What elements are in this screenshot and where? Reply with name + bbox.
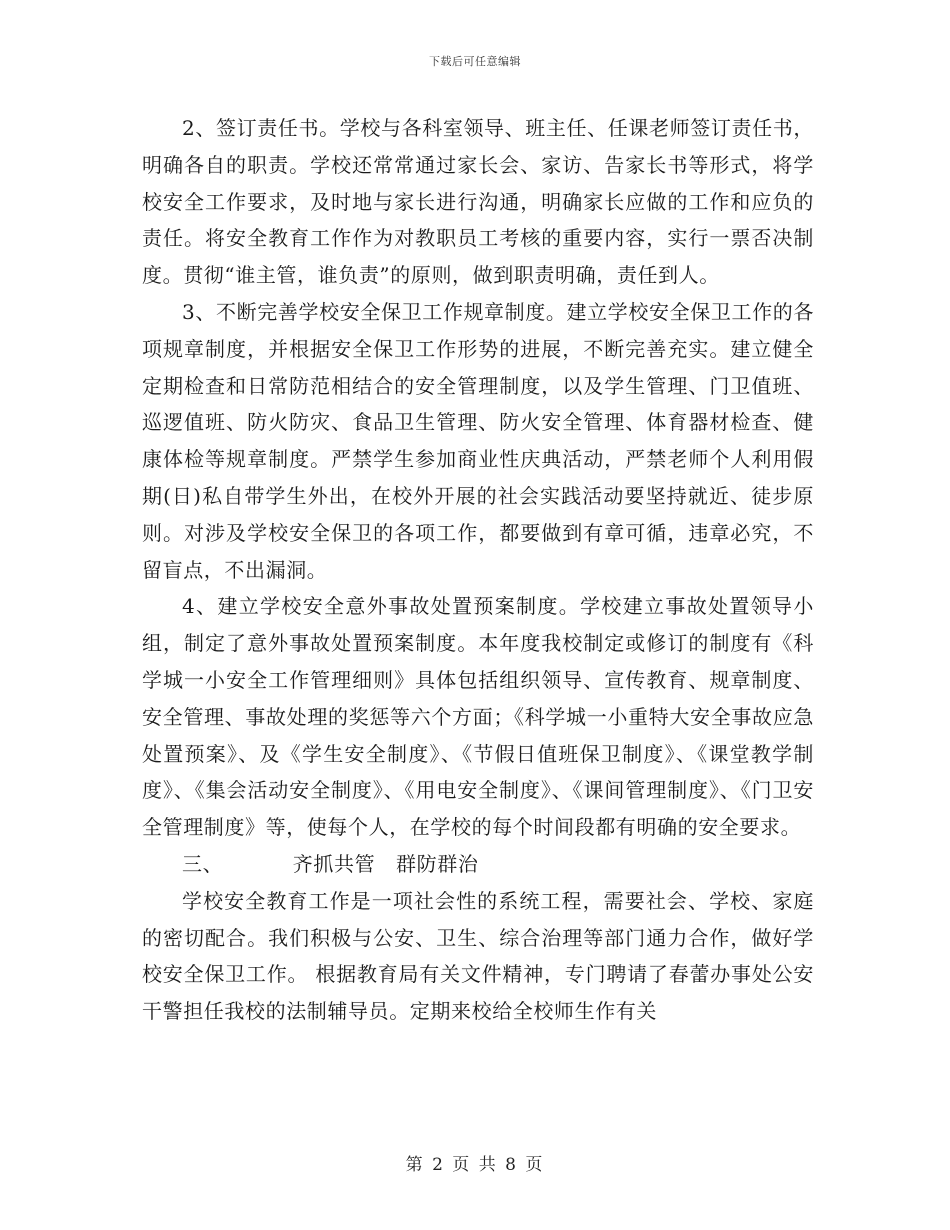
section-heading: 三、 齐抓共管 群防群治: [182, 851, 479, 876]
page-number: 第 2 页 共 8 页: [405, 1155, 545, 1175]
paragraph-security-regulations: 3、不断完善学校安全保卫工作规章制度。建立学校安全保卫工作的各项规章制度，并根据安全保卫工作形势的进展，不断完善充实。建立健全定期检查和日常防范相结合的安全管理制度，以及学生管理、门卫值班、巡逻值班、防火防灾、食品卫生管理、防火安全管理、体育器材检查、健康体检等规章制度。严禁学生参加商业性庆典活动，严禁老师个人利用假期(日)私自带学生外出，在校外开展的社会实践活动要坚持就近、徒步原则。对涉及学校安全保卫的各项工作，都要做到有章可循，违章必究，不留盲点，不出漏洞。: [142, 299, 814, 582]
document-body: [142, 110, 814, 1030]
paragraph-accident-plan: 4、建立学校安全意外事故处置预案制度。学校建立事故处置领导小组，制定了意外事故处置预案制度。本年度我校制定或修订的制度有《科学城一小安全工作管理细则》具体包括组织领导、宣传教育、规章制度、安全管理、事故处理的奖惩等六个方面；《科学城一小重特大安全事故应急处置预案》、及《学生安全制度》、《节假日值班保卫制度》、《课堂教学制度》、《集会活动安全制度》、《用电安全制度》、《课间管理制度》、《门卫安全管理制度》等，使每个人，在学校的每个时间段都有明确的安全要求。: [142, 594, 814, 840]
paragraph-social-cooperation: 学校安全教育工作是一项社会性的系统工程，需要社会、学校、家庭的密切配合。我们积极与公安、卫生、综合治理等部门通力合作，做好学校安全保卫工作。 根据教育局有关文件精神，专门聘请了春蕾办事处公安干警担任我校的法制辅导员。定期来校给全校师生作有关: [142, 888, 814, 1024]
page-header: 下载后可任意编辑: [429, 55, 521, 68]
paragraph-responsibility-letter: 2、签订责任书。学校与各科室领导、班主任、任课老师签订责任书，明确各自的职责。学校还常常通过家长会、家访、告家长书等形式，将学校安全工作要求，及时地与家长进行沟通，明确家长应做的工作和应负的责任。将安全教育工作作为对教职员工考核的重要内容，实行一票否决制度。贯彻“谁主管，谁负责”的原则，做到职责明确，责任到人。: [142, 116, 814, 288]
